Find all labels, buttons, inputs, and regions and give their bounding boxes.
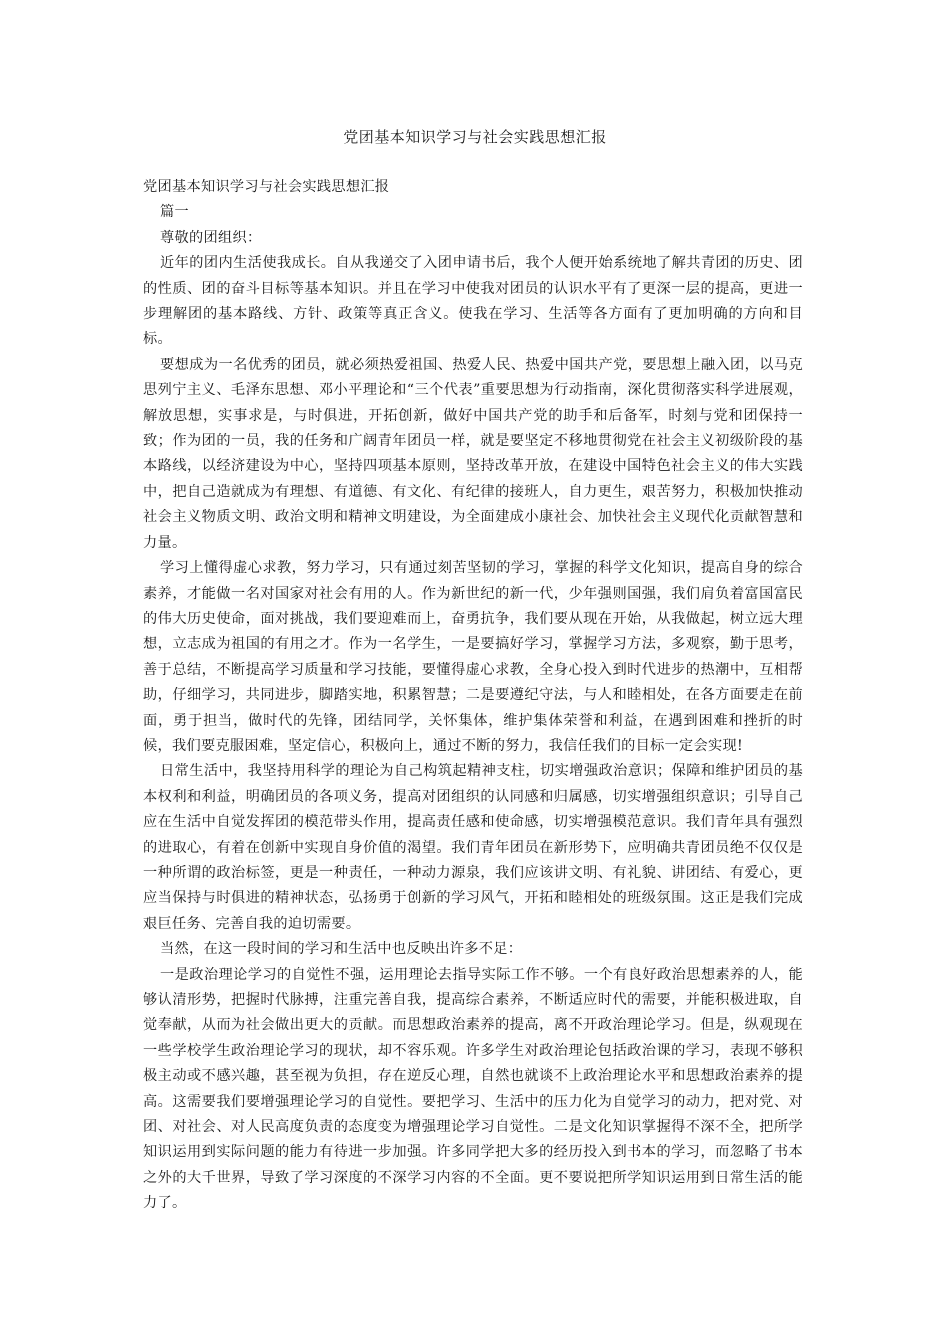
- salutation: 尊敬的团组织：: [160, 229, 262, 246]
- paragraph: 日常生活中，我坚持用科学的理论为自己构筑起精神支柱，切实增强政治意识；保障和维护团员的基本权利和利益，明确团员的各项义务，提高对团组织的认同感和归属感，切实增强组织意识；引导自己应在生活中自觉发挥团的模范带头作用，提高责任感和使命感，切实增强模范意识。我们青年具有强烈的进取心，有着在创新中实现自身价值的渴望。我们青年团员在新形势下，应明确共青团员绝不仅仅是一种所谓的政治标签，更是一种责任，一种动力源泉，我们应该讲文明、有礼貌、讲团结、有爱心，更应当保持与时俱进的精神状态，弘扬勇于创新的学习风气，开拓和睦相处的班级氛围。这正是我们完成艰巨任务、完善自我的迫切需要。: [143, 763, 803, 932]
- section-label: 篇一: [160, 204, 190, 221]
- body-heading: 党团基本知识学习与社会实践思想汇报: [143, 179, 390, 195]
- paragraph: 当然，在这一段时间的学习和生活中也反映出许多不足：: [160, 941, 523, 958]
- paragraph: 要想成为一名优秀的团员，就必须热爱祖国、热爱人民、热爱中国共产党，要思想上融入团，以马克思列宁主义、毛泽东思想、邓小平理论和“三个代表”重要思想为行动指南，深化贯彻落实科学进展观，解放思想，实事求是，与时俱进，开拓创新，做好中国共产党的助手和后备军，时刻与党和团保持一致；作为团的一员，我的任务和广阔青年团员一样，就是要坚定不移地贯彻党在社会主义初级阶段的基本路线，以经济建设为中心，坚持四项基本原则，坚持改革开放，在建设中国特色社会主义的伟大实践中，把自己造就成为有理想、有道德、有文化、有纪律的接班人，自力更生，艰苦努力，积极加快推动社会主义物质文明、政治文明和精神文明建设，为全面建成小康社会、加快社会主义现代化贡献智慧和力量。: [143, 356, 803, 551]
- document-body: [143, 175, 803, 1217]
- paragraph: 学习上懂得虚心求教，努力学习，只有通过刻苦坚韧的学习，掌握的科学文化知识，提高自身的综合素养，才能做一名对国家对社会有用的人。作为新世纪的新一代，少年强则国强，我们肩负着富国富民的伟大历史使命，面对挑战，我们要迎难而上，奋勇抗争，我们要从现在开始，从我做起，树立远大理想，立志成为祖国的有用之才。作为一名学生，一是要搞好学习，掌握学习方法，多观察，勤于思考，善于总结，不断提高学习质量和学习技能，要懂得虚心求教，全身心投入到时代进步的热潮中，互相帮助，仔细学习，共同进步，脚踏实地，积累智慧；二是要遵纪守法，与人和睦相处，在各方面要走在前面，勇于担当，做时代的先锋，团结同学，关怀集体，维护集体荣誉和利益，在遇到困难和挫折的时候，我们要克服困难，坚定信心，积极向上，通过不断的努力，我信任我们的目标一定会实现!: [143, 560, 803, 754]
- paragraph: 一是政治理论学习的自觉性不强，运用理论去指导实际工作不够。一个有良好政治思想素养的人，能够认清形势，把握时代脉搏，注重完善自我，提高综合素养，不断适应时代的需要，并能积极进取，自觉奉献，从而为社会做出更大的贡献。而思想政治素养的提高，离不开政治理论学习。但是，纵观现在一些学校学生政治理论学习的现状，却不容乐观。许多学生对政治理论包括政治课的学习，表现不够积极主动或不感兴趣，甚至视为负担，存在逆反心理，自然也就谈不上政治理论水平和思想政治素养的提高。这需要我们要增强理论学习的自觉性。要把学习、生活中的压力化为自觉学习的动力，把对党、对团、对社会、对人民高度负责的态度变为增强理论学习自觉性。二是文化知识掌握得不深不全，把所学知识运用到实际问题的能力有待进一步加强。许多同学把大多的经历投入到书本的学习，而忽略了书本之外的大千世界，导致了学习深度的不深学习内容的不全面。更不要说把所学知识运用到日常生活的能力了。: [143, 966, 803, 1212]
- document-title: 党团基本知识学习与社会实践思想汇报: [343, 128, 607, 146]
- paragraph: 近年的团内生活使我成长。自从我递交了入团申请书后，我个人便开始系统地了解共青团的历史、团的性质、团的奋斗目标等基本知识。并且在学习中使我对团员的认识水平有了更深一层的提高，更进一步理解团的基本路线、方针、政策等真正含义。使我在学习、生活等各方面有了更加明确的方向和目标。: [143, 255, 803, 348]
